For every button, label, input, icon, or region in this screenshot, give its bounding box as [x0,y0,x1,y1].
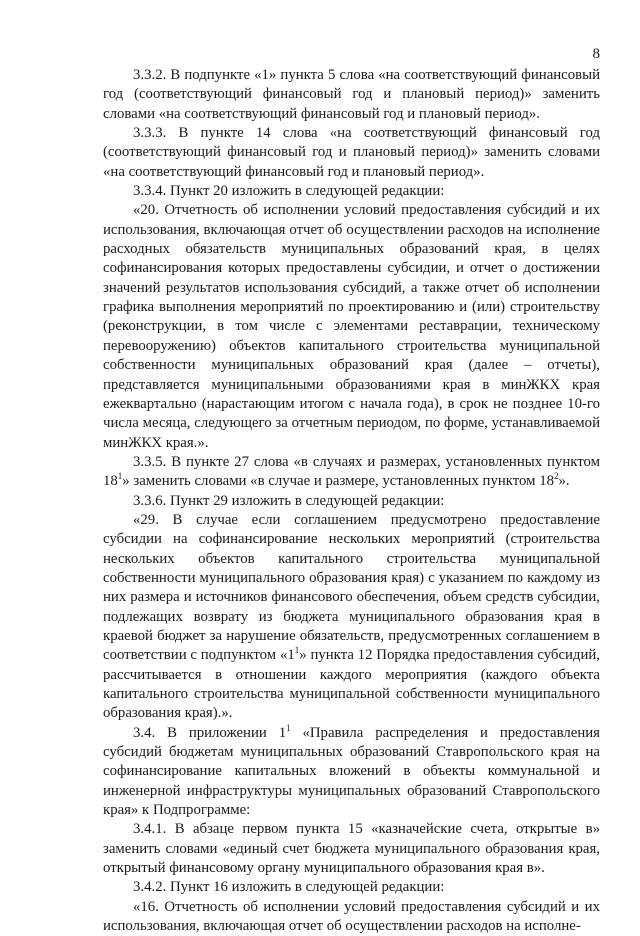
text-run: «20. Отчетность об исполнении условий предоставления субсидий и их использования, включающая отчет об осуществлении расходов на исполнение расходных обязательств муниципальных образований края, в целях софинансирования которых предоставлены субсидии, и отчет о достижении значений результатов использования субсидий, а также отчет об исполнении графика выполнения мероприятий по проектированию и (или) строительству (реконструкции, в том числе с элементами реставрации, техническому перевооружению) объектов капитального строительства муниципальной собственности муниципальных образований края (далее – отчеты), представляется муниципальными образованиями края в минЖКХ края ежеквартально (нарастающим итогом с начала года), в срок не позднее 10-го числа месяца, следующего за отчетным периодом, по форме, устанавливаемой минЖКХ края.». [103,202,600,451]
text-run: «Правила распределения и предоставления субсидий бюджетам муниципальных образований Ставропольского края на софинансирование капитальных вложений в объекты коммунальной и инженерной инфраструктуры муниципальных образований Ставропольского края» к Подпрограмме: [103,724,600,819]
text-run: ». [558,473,570,490]
text-run: «29. В случае если соглашением предусмотрено предоставление субсидии на софинансирование нескольких мероприятий (строительства нескольких объектов капитального строительства муниципальной собственности муниципального образования края) с указанием по каждому из них размера и источников финансового обеспечения, объем средств субсидии, подлежащих возврату из бюджета муниципального образования края в краевой бюджет за нарушение обязательств, предусмотренных соглашением в соответствии с подпунктом «1 [103,511,600,664]
text-run: » пункта 12 Порядка предоставления субсидий, рассчитывается в отношении каждого мероприятия (каждого объекта капитального строительства муниципальной собственности муниципального образования края).». [103,647,600,722]
text-run: 3.4.2. Пункт 16 изложить в следующей редакции: [133,879,445,896]
paragraph [103,453,600,492]
paragraph [103,201,600,452]
text-run: 3.3.2. В подпункте «1» пункта 5 слова «на соответствующий финансовый год (соответствующий финансовый год и плановый период)» заменить словами «на соответствующий финансовый год и плановый период». [103,67,600,122]
superscript: 1 [117,471,123,482]
text-run: 3.3.3. В пункте 14 слова «на соответствующий финансовый год (соответствующий финансовый год и плановый период)» заменить словами «на соответствующий финансовый год и плановый период». [103,125,600,180]
text-run: 3.3.4. Пункт 20 изложить в следующей редакции: [133,183,445,200]
document-body [103,66,600,936]
text-run: 3.4. В приложении 1 [133,724,287,741]
paragraph [103,66,600,124]
superscript: 1 [286,722,291,733]
text-run: 3.3.6. Пункт 29 изложить в следующей редакции: [133,492,445,509]
text-run: » заменить словами «в случае и размере, установленных пунктом 18 [122,473,554,490]
superscript: 2 [554,471,559,482]
paragraph [103,820,600,878]
paragraph [103,878,600,897]
text-run: «16. Отчетность об исполнении условий предоставления субсидий и их использования, включающая отчет об осуществлении расходов на исполне- [103,898,600,935]
paragraph [103,492,600,511]
page-number: 8 [592,46,600,62]
paragraph [103,724,600,821]
text-run: 3.3.5. В пункте 27 слова «в случаях и размерах, установленных пунктом 18 [103,453,600,490]
paragraph [103,511,600,724]
text-run: 3.4.1. В абзаце первом пункта 15 «казначейские счета, открытые в» заменить словами «единый счет бюджета муниципального образования края, открытый финансовому органу муниципального образования края в». [103,821,600,877]
paragraph [103,182,600,201]
superscript: 1 [294,645,300,656]
paragraph [103,898,600,936]
paragraph [103,124,600,182]
